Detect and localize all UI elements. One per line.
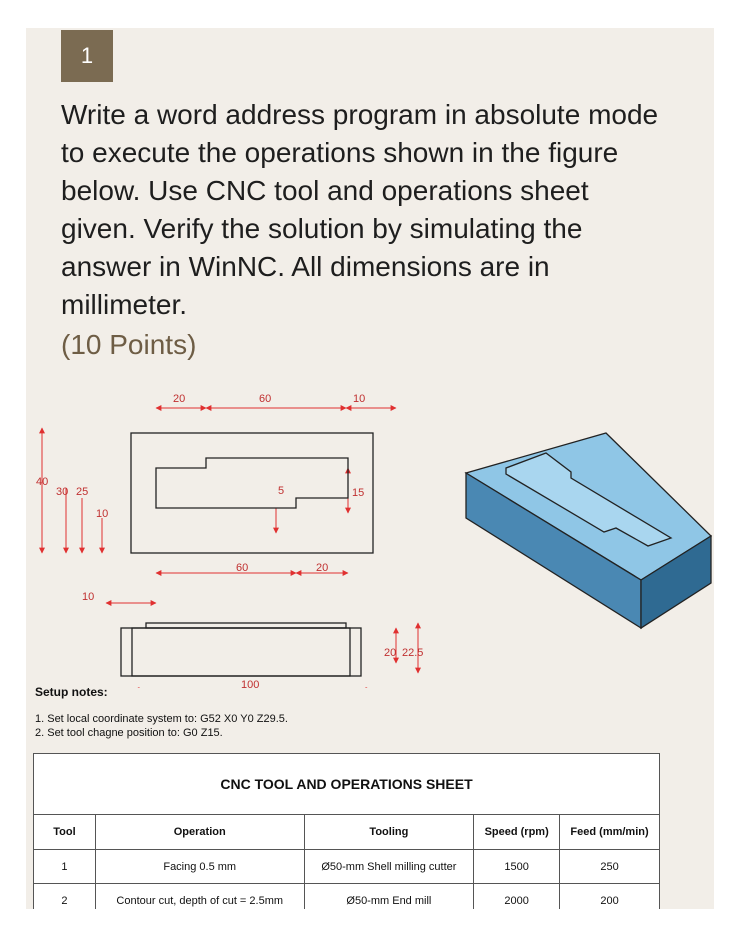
question-points: (10 Points) [61,329,197,360]
table-row [34,884,660,910]
question-number: 1 [61,30,113,82]
dim-label: 15 [352,487,365,499]
cell-feed: 200 [560,884,660,910]
dim-label: 22.5 [402,647,424,659]
cell-tool: 2 [34,884,96,910]
dim-label: 10 [82,591,95,603]
table-row [34,850,660,884]
dim-label: 60 [236,562,249,574]
cell-tooling: Ø50-mm End mill [304,884,474,910]
technical-drawing [26,388,714,688]
front-view-step [146,623,346,628]
header-tooling: Tooling [304,815,474,850]
dim-label: 5 [278,485,285,497]
cell-operation: Facing 0.5 mm [95,850,304,884]
dim-label: 20 [384,647,397,659]
dim-label: 60 [259,393,272,405]
setup-note: 1. Set local coordinate system to: G52 X0 Y0 Z29.5. [35,713,288,725]
cell-feed: 250 [560,850,660,884]
isometric-view [466,433,711,628]
setup-notes-list [35,712,288,740]
header-tool: Tool [34,815,96,850]
cell-speed: 1500 [474,850,560,884]
dim-label: 25 [76,486,89,498]
dim-label: 40 [36,476,49,488]
front-view-outline [121,628,361,676]
pocket-outline [156,458,348,508]
header-operation: Operation [95,815,304,850]
dim-label: 10 [96,508,109,520]
setup-note: 2. Set tool chagne position to: G0 Z15. [35,727,223,739]
front-view-inner [132,628,350,676]
dim-label: 30 [56,486,69,498]
question-text: Write a word address program in absolute mode to execute the operations shown in the figure below. Use CNC tool and operations sheet given. Verify the solution by simulating the answer in WinNC. All dimensions are in millimeter. [61,99,659,320]
sheet-title: CNC TOOL AND OPERATIONS SHEET [34,754,660,815]
cell-operation: Contour cut, depth of cut = 2.5mm [95,884,304,910]
cell-speed: 2000 [474,884,560,910]
part-outline [131,433,373,553]
dim-label: 20 [316,562,329,574]
cnc-operations-sheet [33,753,660,909]
header-speed: Speed (rpm) [474,815,560,850]
cell-tooling: Ø50-mm Shell milling cutter [304,850,474,884]
dim-label: 10 [353,393,366,405]
header-feed: Feed (mm/min) [560,815,660,850]
cell-tool: 1 [34,850,96,884]
dim-label: 100 [241,679,260,688]
setup-notes-title: Setup notes: [35,685,108,699]
question-card [26,28,714,909]
dim-label: 20 [173,393,186,405]
